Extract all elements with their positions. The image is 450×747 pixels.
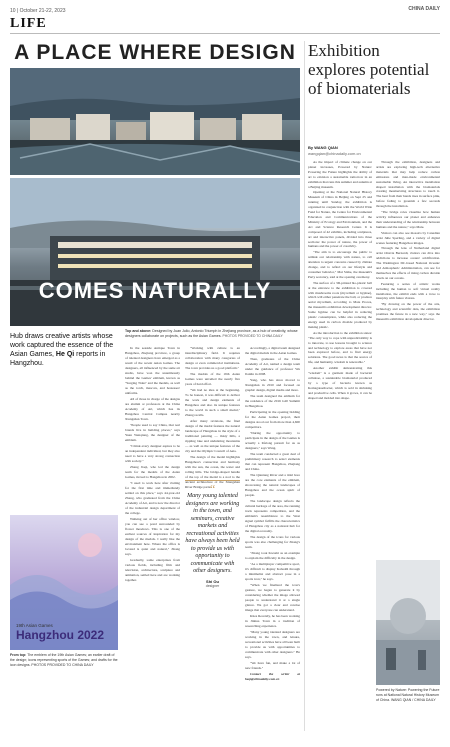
paragraph: In the seaside Antique Town in Hangzhou, Zhejiang province, a group of talented designers have emerged as a result of the recent Asian Games. The designers, all influenced by the same art studio, have won the unanimously behind the Games' emblem, known as "Surging Tides" and the medals, as well as the torch, mascots, and hostesses' uniforms. (125, 346, 180, 395)
hero-photo-top (10, 68, 300, 175)
paragraph: The team conducted a great deal of preliminary research to select elements that can represent Hangzhou, Zhejiang and China. (245, 452, 300, 471)
paragraph: "Zhang took Kwashi as an example to explain the difficulty in the design. (245, 551, 300, 560)
photo-overlay-title: COMES NATURALLY (38, 278, 272, 303)
article-deck (10, 332, 118, 368)
main-article-col-2 (185, 346, 240, 496)
paragraph: Accordingly, a digital team designed the digital medals in the Asian Games. (245, 346, 300, 355)
paragraph: "Working with culture is an interdisciplinary field. It requires collaboration with many categories of design or even commercial institutions. The town provides us a good platform." (185, 346, 240, 370)
paragraph: As the impact of climate change on our planet increases, Powered by Nature: Powering the Future highlights the ability of art to envision a sustainable tomorrow in an exhibition that runs this summer and autumn at a Beijing museum. (308, 160, 372, 189)
paragraph: Through the exhibition, designers and artists are exploring high-tech alternative materials that may help reduce carbon emissions and man-made environmental sustainable living. An interactive installation shaped installation with the biomaterials creating mesmerizing structures to touch it. The heat from their hands rises in surface pink, before fading to greenish a few seconds through the installation. (376, 160, 440, 209)
exhibition-caption: Powered by Nature: Powering the Future runs at National Natural History Museum of China. WANG QIAN / CHINA DAILY (376, 688, 440, 702)
paragraph: Then, graduates of the China Academy of Art, named a design team under the guidance of professor Wu Jianlin in 2008. (245, 357, 300, 376)
paragraph: After many revisions, the final design of the medal features the natural landscape of Hangzhou in the style of a traditional painting — misty hills, a rippling lake and undulating mountains — as well as the unique features of the city and the Olympic Council of Asia. (185, 419, 240, 453)
paragraph: The design of the medal highlights Hangzhou's connection and harmony with the sun, the ocean, the water and rolling hills. The bridge-shaped handle of the top of the medal is a nod to the ancient architecture of the Xiangshan River Bridge parts. (185, 455, 240, 489)
paragraph: "I used to work here after visiting for the first time and immediately settled on this place," says 44-year-old Zhang, who graduated from the China Academy of Art, and is now the director of the industrial design department of the college. (125, 481, 180, 515)
paragraph: The design of the icons for various sports was also challenging for Zhang's team. (245, 535, 300, 549)
paragraph: All of those in charge of the designs are alumni or professors at the China Academy of Art, which has its Hangzhou Central Campus nearby Xiangshan Town. (125, 397, 180, 421)
paragraph: Zhang Jiaqi, who led the design team for the medals of the Asian Games, moved to Hangzhou in 2002. (125, 465, 180, 479)
caption-lead: Top and above: (125, 329, 152, 333)
paragraph: "When we finalized the icon's gesture, we began to generate it by considering whether the image allowed people to understand it at a single glance. We got a clear and concise image that everyone can understand. (245, 583, 300, 612)
paragraph: The team designed the emblem for the residence of the 2016 G20 Summit in Hangzhou. (245, 394, 300, 408)
pull-quote-name: Shi Ou (206, 578, 219, 584)
paragraph: "The aim is to encourage the public to rethink our relationship with nature, to call attention to urgent concerns caused by climate change, and to reflect on our lifestyle and consumer behavior," Mai Sizhe, the museum's Party secretary, said at the opening ceremony. (308, 250, 372, 279)
main-article-col-3 (245, 346, 300, 683)
page-header (10, 6, 440, 16)
paragraph: "Many young talented designers are working in the town, and leisure, recreational activities have all been built to provide us with opportunities to communicate with other designers." He says. (245, 630, 300, 659)
exhibition-headline: Exhibition explores potential of biomaterials (308, 41, 430, 98)
paragraph: Another exhibit demonstrating this "wisdom" is a garment made of bacterial cellulose, a sustainable biomaterial produced by a type of bacteria known as Komagataeibacter, which is sold in shrinking and productive cells. When it grows, it can be shaped and molded into shape. (308, 366, 372, 400)
paragraph: Featuring a series of artistic works including the human to soft virtual reality installation, the exhibit ends with a trove to interplay with future visions. (376, 281, 440, 301)
paragraph: Yang, who has since moved to Xiangshan in 2010 and focused on graphic design, digital media and more. (245, 378, 300, 392)
paragraph: "People used to say China, that real brands live in building places," says Yuan Wenqiang, the designer of the emblem. (125, 423, 180, 442)
poster-label: 19th Asian Games (16, 623, 53, 628)
paragraph: As the introduction to the exhibition states: "The only way to cope with unpredictability is to innovate, to use lessons brought to science and technology to explore areas that have not been explored before, and to find energy solutions. The good news is that the source of life, and humanity, wisdom is renewable." (308, 330, 372, 365)
pull-quote-text: Many young talented designers are working in the town, and seminars, creative markets and recreational activities have always been held to provide us with opportunity to communicate with other designers. (185, 493, 240, 574)
paragraph: "By drawing on the power of the arts, technology and scientific data, the exhibition promises the future in a new way," says the museum's exhibition development director. (376, 302, 440, 322)
hero-photo-bottom (10, 178, 300, 326)
brand-logo: CHINA DAILY (408, 6, 440, 12)
exhibition-col-2 (376, 160, 440, 323)
paragraph: The medals of the 19th Asian Games were unveiled the nearly five years of hard effort. (185, 372, 240, 386)
deck-text: Hub draws creative artists whose work captured the essence of the Asian Games, (10, 333, 114, 358)
paragraph: Kites Recently, he has been working in Jinhua Town in a tradition of researching experience. (245, 614, 300, 628)
main-article-col-1 (125, 346, 180, 584)
poster-caption-text: The emblem of the 19th Asian Games; an earlier draft of the design; icons representing sports of the Games; and drafts for the icon designs. (10, 653, 118, 667)
paragraph: Participating in the opening bidding for the Asian Games project, their designs stood out from more than 4,600 competitors. (245, 410, 300, 429)
paragraph: "The bridge roles visualize how human activity influences our planet and enhances their understanding of the relationship between humans and the nature," says Maie. (376, 210, 440, 229)
paragraph: Walking out of her office window, you can see a pond surrounded by flower meadows. This is one of the earliest sources of inspiration for my design of the medals. I really like the environment here. Where the office is located is quiet and natural," Zhang says. (125, 517, 180, 556)
paragraph: "As a multiplayer competitive sport, it's difficult to display Kabaddi through a minimalist and abstract pose in a sports icon," he says. (245, 562, 300, 581)
poster-caption-lead: From top: (10, 653, 27, 657)
caption-text: Designed by Juan Julio, Antonio Triumph in Zhejiang province, as a hub of creativity, whose designers collaborate on projects, such as the Asian Games. (125, 329, 298, 338)
photo-caption (125, 329, 300, 339)
paragraph: Visitors can also see mosaics by Canadian artist Julie Sperling, and a variety of digital scenes featuring Hangzhou images. (376, 230, 440, 245)
headline: A PLACE WHERE DESIGN (14, 41, 296, 64)
paragraph: The surface of a 3D-printed bio-plastic ball at the entrance to the exhibition is covered with mushrooms roots (mycelium or hyphae), which will either penetrate the ball, or produce aerial mycelium, according to Maie Proces, the museum's exhibition development director. Some hyphae can be helpful in reducing plastic consumption, while also reducing the energy used in carbon dioxide produced by making plastic. (308, 280, 372, 329)
paragraph: "During the opportunity to participate in the design of the Games is actually a lifelong pursuit for us as designers," says Wang. (245, 431, 300, 450)
byline-email: wangqian@chinadaily.com.cn (308, 150, 361, 156)
paragraph: Through the lens of Netherland digital artist Ottavia Bernardi, visitors can dive into addictions to increase oceans' acidification. The Washington DC-based National Oceanic and Atmospheric Administration, can see for themselves the effects of rising carbon dioxide levels on our oceans. (376, 246, 440, 280)
section-label: LIFE (10, 16, 47, 31)
deck-author: He Qi (55, 351, 75, 358)
asian-games-poster (10, 515, 118, 650)
poster-title: Hangzhou 2022 (16, 628, 105, 642)
exhibition-col-1 (308, 160, 372, 402)
column-divider (304, 41, 305, 731)
deck-suffix: reports in Hangzhou. (10, 351, 106, 367)
photo-town-aerial (10, 68, 300, 175)
poster-caption-credit: PHOTOS PROVIDED TO CHINA DAILY (31, 663, 94, 667)
section-divider (10, 33, 440, 34)
paragraph: The Qiantang River and a tidal bore are the core elements of the emblem, showcasing the natural landscapes of Hangzhou and the ocean spirit of people. (245, 473, 300, 497)
pull-quote-role: designer (205, 583, 220, 588)
pull-quote (185, 480, 240, 588)
quote-mark-icon: “ (209, 482, 216, 496)
paragraph: "We had no idea at the beginning. To be honest, it was difficult to deliver the work and design elements of Hangzhou and also its unique features to the world in such a small medal," Zhang recalls. (185, 388, 240, 417)
paragraph: Gradually, some enterprises from various fields, including film and television, architecture, sculpture and animation, settled here and are working together. (125, 558, 180, 582)
page-info: 10 | October 21-22, 2023 (10, 8, 66, 14)
exhibition-photo (376, 560, 440, 685)
caption-credit: PHOTOS PROVIDED TO CHINA DAILY (222, 334, 283, 338)
poster-caption (10, 653, 118, 668)
photo-exhibition-hall (376, 560, 440, 685)
paragraph: Opening at the National Natural History Museum of China in Beijing on Sept 25 and running until Sunday, the exhibition is organized in conjunction with the World Wide Fund for Nature, the Centre for Environmental Education and Communications of the Ministry of Ecology and Environment, and the Art and Science Research Center. It is composed of 42 exhibits, including sculptures, art and interactive panels, divided into three sections: the power of nature, the power of humans and the power of creativity. (308, 190, 372, 249)
byline-name: By WANG QIAN (308, 145, 338, 150)
paragraph: "We have fun, and make a lot of new friends." (245, 661, 300, 670)
contact-line: Contact the writer at heqi@chinadaily.com.cn (245, 672, 300, 681)
paragraph: "I think every designer aspires to be an independent individual, but they also need to have a very strong connection with society." (125, 444, 180, 463)
exhibition-byline (308, 145, 440, 156)
paragraph: The landscape design reflects the cultural heritage of the area, the running track represents competition, and the emblem's resemblance to the West signal symbol fulfills the characteristics of Hangzhou city as a national hub for the digital economy. (245, 499, 300, 533)
